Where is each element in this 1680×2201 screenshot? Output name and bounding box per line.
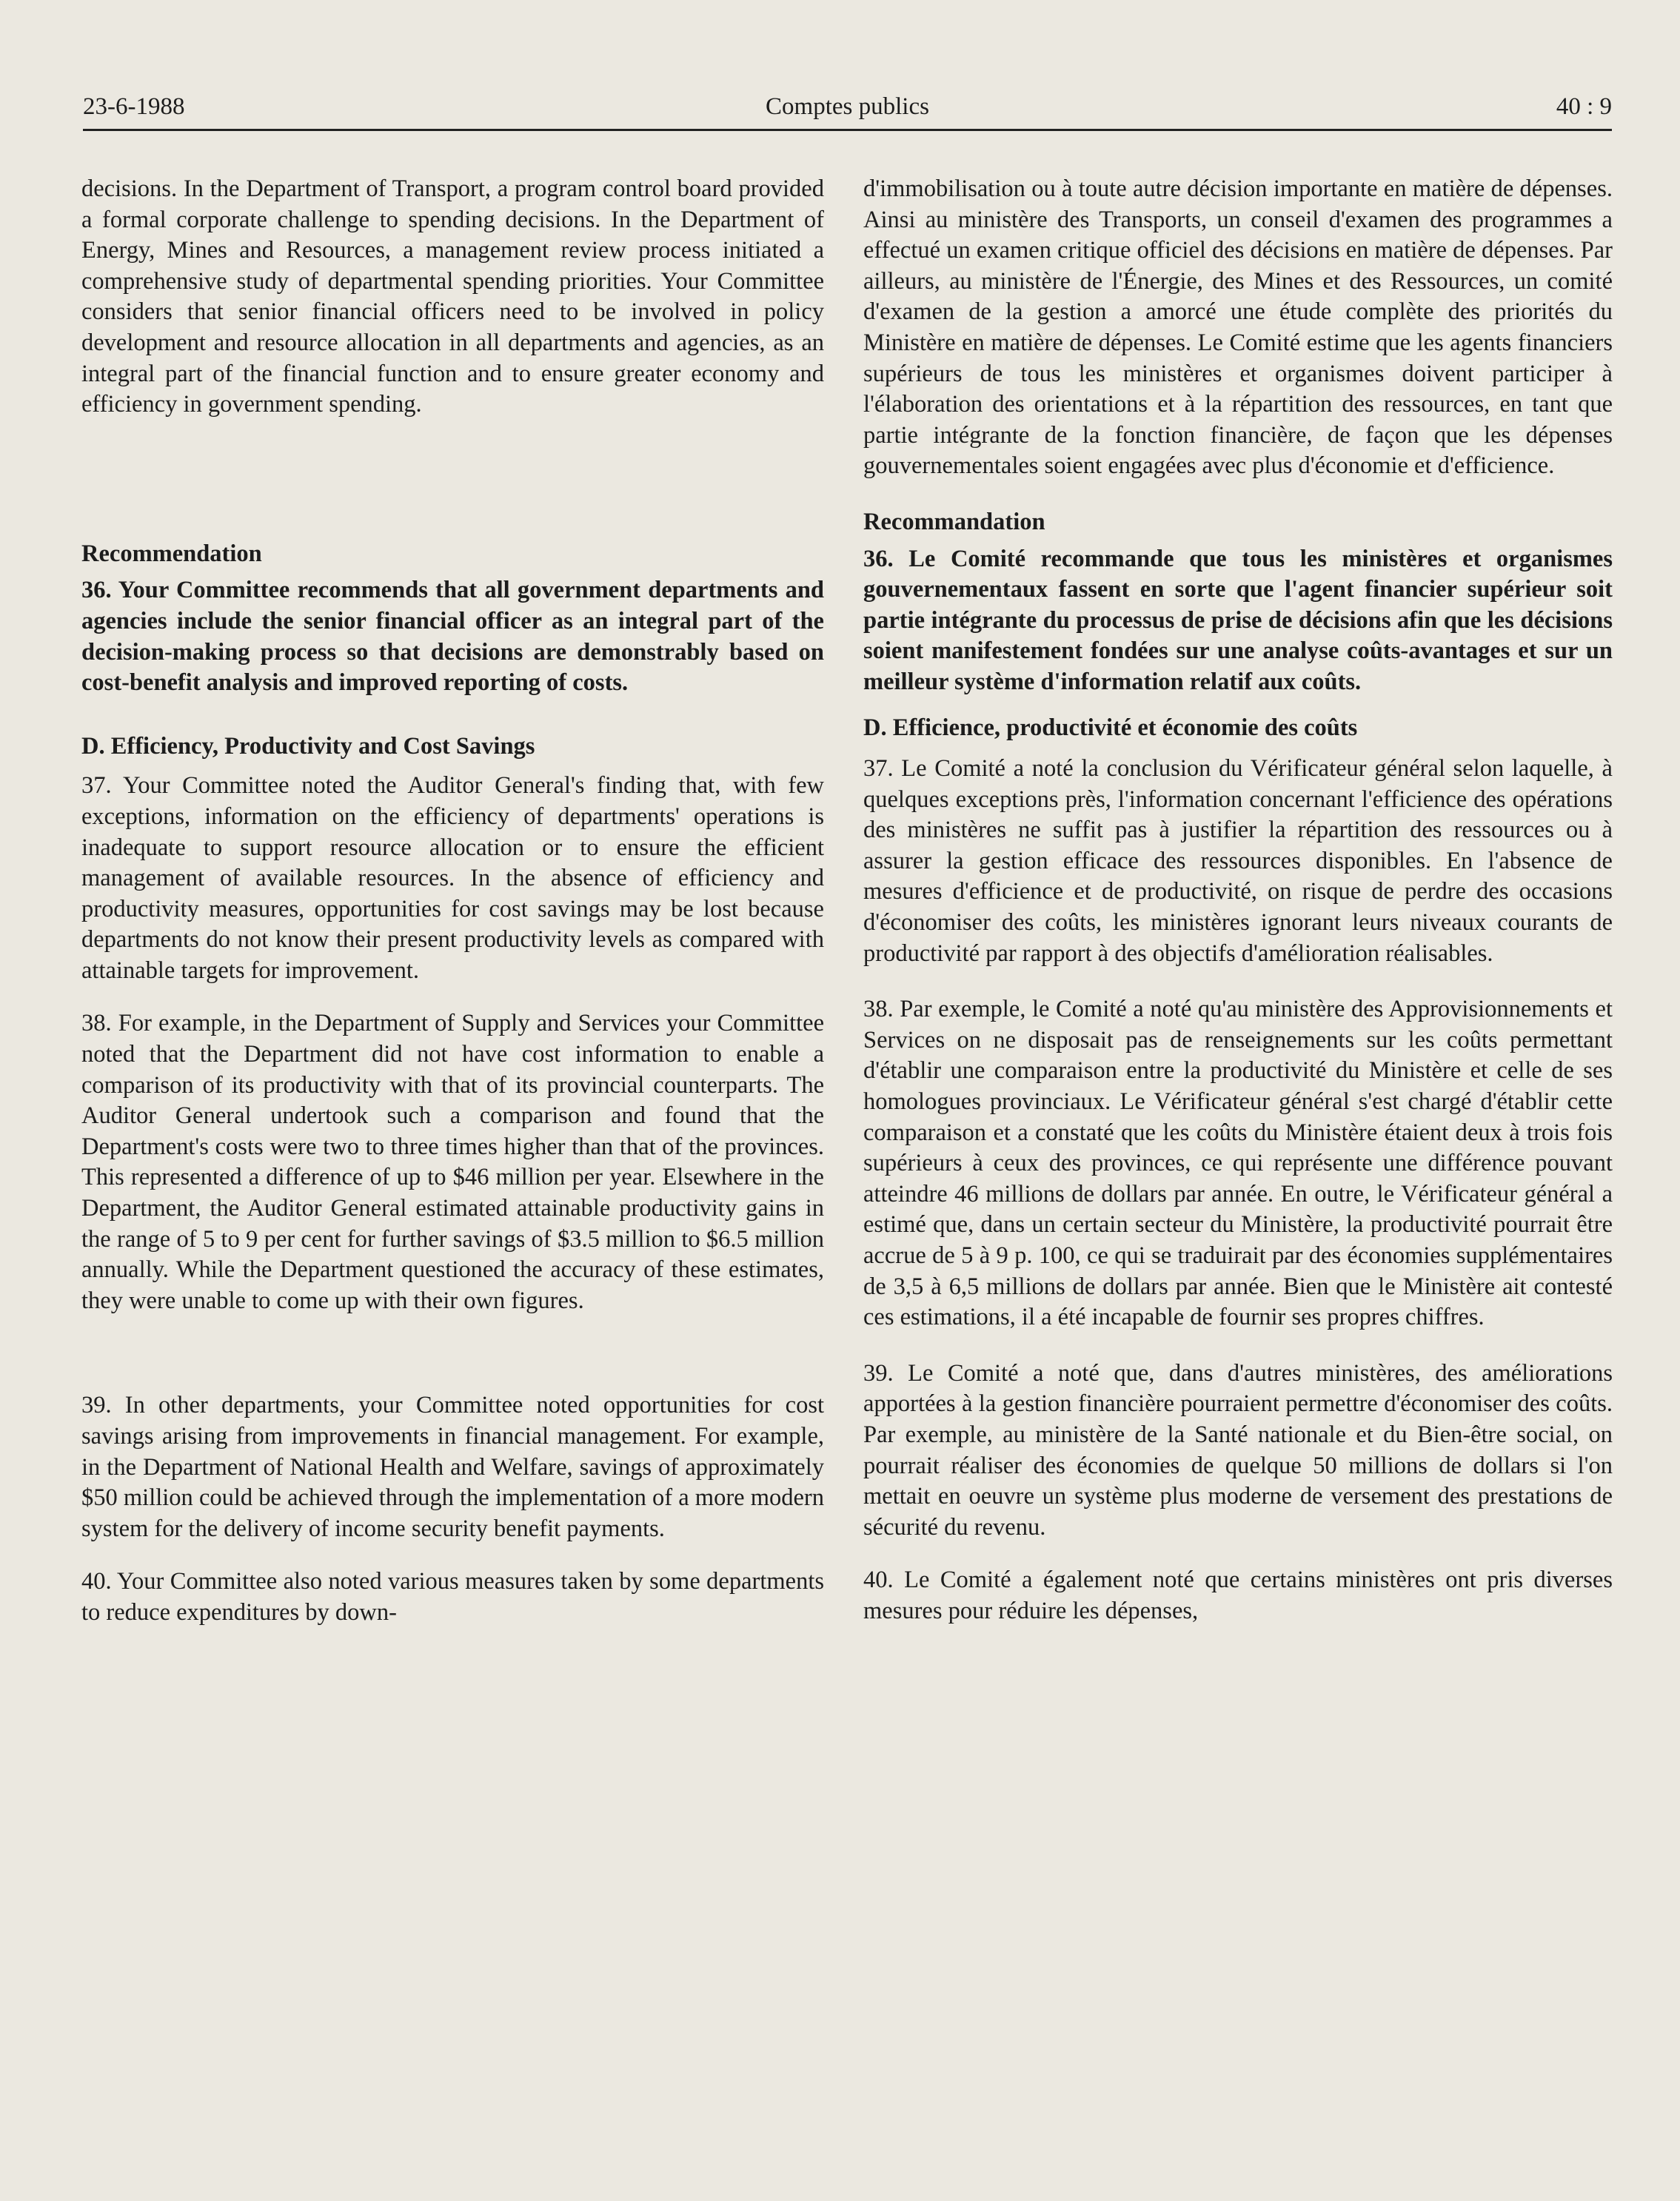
french-column [863,174,1613,1627]
heading-recommendation-fr: Recommandation [863,508,1045,535]
header-date: 23-6-1988 [83,93,185,120]
paragraph-intro-fr: d'immobilisation ou à toute autre décision importante en matière de dépenses. Ainsi au ministère des Transports, un conseil d'examen des programmes a effectué un examen critique officiel des décisions en matière de dépenses. Par ailleurs, au ministère de l'Énergie, des Mines et des Ressources, un comité d'examen de la gestion a amorcé une étude complète des priorités du Ministère en matière de dépenses. Le Comité estime que les agents financiers supérieurs de tous les ministères et organismes doivent participer à l'élaboration des orientations et à la répartition des ressources, en tant que partie intégrante de la fonction financière, de façon que les dépenses gouvernementales soient engagées avec plus d'économie et d'efficience. [863,175,1613,480]
paragraph-38-en: 38. For example, in the Department of Supply and Services your Committee noted that the Department did not have cost information to enable a comparison of its productivity with that of its provincial counterparts. The Auditor General undertook such a comparison and found that the Department's costs were two to three times higher than that of the provinces. This represented a difference of up to $46 million per year. Elsewhere in the Department, the Auditor General estimated attainable productivity gains in the range of 5 to 9 per cent for further savings of $3.5 million to $6.5 million annually. While the Department questioned the accuracy of these estimates, they were unable to come up with their own figures. [81,1010,824,1314]
header-rule [83,129,1612,131]
english-column [81,174,824,1629]
recommendation-36-en: 36. Your Committee recommends that all government departments and agencies include the senior financial officer as an integral part of the decision-making process so that decisions are demonstrably based on cost-benefit analysis and improved reporting of costs. [81,577,824,697]
paragraph-37-fr: 37. Le Comité a noté la conclusion du Vérificateur général selon laquelle, à quelques exceptions près, l'information concernant l'efficience des opérations des ministères ne suffit pas à justifier la répartition des ressources ou à assurer la gestion efficace des ressources disponibles. En l'absence de mesures d'efficience et de productivité, on risque de perdre des occasions d'économiser des coûts, les ministères ignorant leurs niveaux courants de productivité par rapport à des objectifs d'amélioration réalisables. [863,755,1613,967]
paragraph-39-fr: 39. Le Comité a noté que, dans d'autres ministères, des améliorations apportées à la gestion financière pourraient permettre d'économiser des coûts. Par exemple, au ministère de la Santé nationale et du Bien-être social, on pourrait réaliser des économies de quelque 50 millions de dollars si l'on mettait en oeuvre un système plus moderne de versement des prestations de sécurité du revenu. [863,1359,1613,1541]
heading-section-d-en: D. Efficiency, Productivity and Cost Savings [81,732,535,760]
paragraph-intro-en: decisions. In the Department of Transport, a program control board provided a formal corporate challenge to spending decisions. In the Department of Energy, Mines and Resources, a management review process initiated a comprehensive study of departmental spending priorities. Your Committee considers that senior financial officers need to be involved in policy development and resource allocation in all departments and agencies, as an integral part of the financial function and to ensure greater economy and efficiency in government spending. [81,175,824,418]
paragraph-40-fr: 40. Le Comité a également noté que certains ministères ont pris diverses mesures pour réduire les dépenses, [863,1567,1613,1624]
header-page-number: 40 : 9 [1556,93,1612,120]
heading-recommendation-en: Recommendation [81,540,262,567]
heading-section-d-fr: D. Efficience, productivité et économie des coûts [863,714,1358,741]
paragraph-39-en: 39. In other departments, your Committee noted opportunities for cost savings arising from improvements in financial management. For example, in the Department of National Health and Welfare, savings of approximately $50 million could be achieved through the implementation of a more modern system for the delivery of income security benefit payments. [81,1392,824,1542]
paragraph-40-en: 40. Your Committee also noted various measures taken by some departments to reduce expenditures by down- [81,1568,824,1626]
page-header [83,89,1612,133]
paragraph-37-en: 37. Your Committee noted the Auditor General's finding that, with few exceptions, information on the efficiency of departments' operations is inadequate to support resource allocation or to ensure the efficient management of available resources. In the absence of efficiency and productivity measures, opportunities for cost savings may be lost because departments do not know their present productivity levels as compared with attainable targets for improvement. [81,772,824,984]
header-title: Comptes publics [766,93,929,120]
paragraph-38-fr: 38. Par exemple, le Comité a noté qu'au ministère des Approvisionnements et Services on ne disposait pas de renseignements sur les coûts permettant d'établir une comparaison entre la productivité du Ministère et celle de ses homologues provinciaux. Le Vérificateur général s'est chargé d'établir cette comparaison et a constaté que les coûts du Ministère étaient deux à trois fois supérieurs à ceux des provinces, ce qui représente une différence pouvant atteindre 46 millions de dollars par année. En outre, le Vérificateur général a estimé que, dans un certain secteur du Ministère, la productivité pourrait être accrue de 5 à 9 p. 100, ce qui se traduirait par des économies supplémentaires de 3,5 à 6,5 millions de dollars par année. Bien que le Ministère ait contesté ces estimations, il a été incapable de fournir ses propres chiffres. [863,996,1613,1331]
recommendation-36-fr: 36. Le Comité recommande que tous les ministères et organismes gouvernementaux fassent en sorte que l'agent financier supérieur soit partie intégrante du processus de prise de décisions afin que les décisions soient manifestement fondées sur une analyse coûts-avantages et sur un meilleur système d'information relatif aux coûts. [863,545,1613,695]
